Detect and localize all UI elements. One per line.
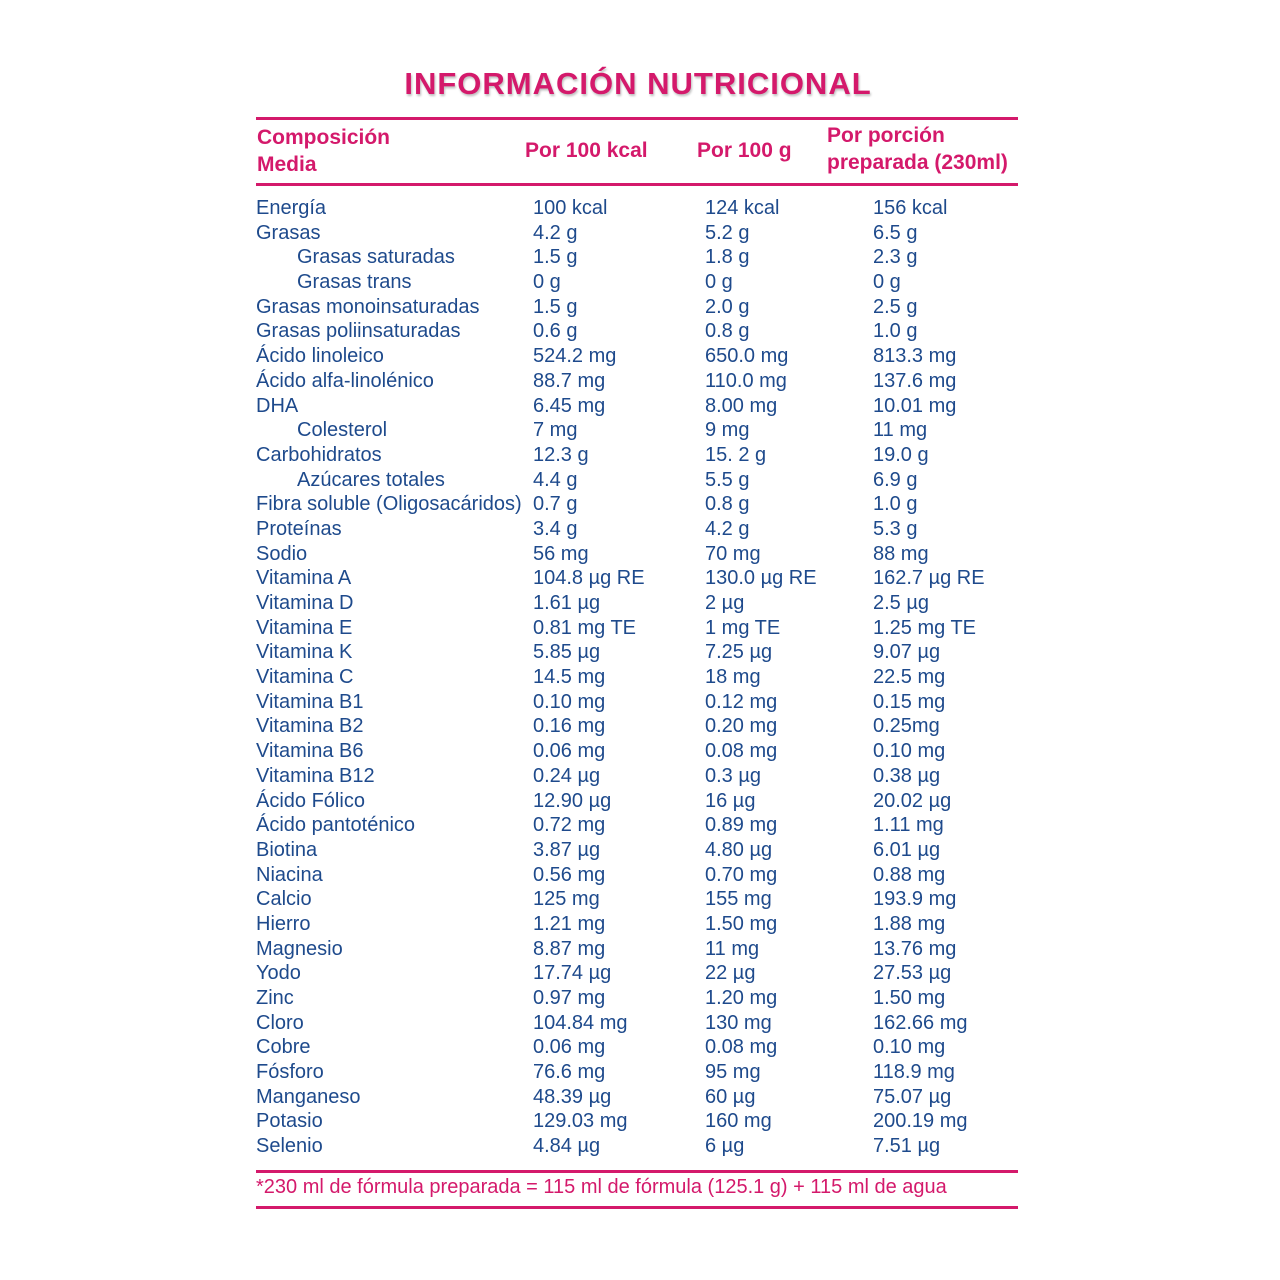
table-row bbox=[256, 640, 1018, 665]
table-row bbox=[256, 369, 1018, 394]
value-per-100g: 0.12 mg bbox=[705, 690, 778, 713]
value-per-portion: 9.07 µg bbox=[873, 641, 941, 664]
table-row bbox=[256, 887, 1018, 912]
value-per-100g: 130 mg bbox=[705, 1011, 772, 1034]
value-per-portion: 137.6 mg bbox=[873, 369, 957, 392]
value-per-portion: 200.19 mg bbox=[873, 1110, 968, 1133]
value-per-portion: 6.5 g bbox=[873, 221, 918, 244]
header-composition bbox=[257, 124, 390, 178]
table-row bbox=[256, 912, 1018, 937]
value-per-100kcal: 0 g bbox=[533, 271, 561, 294]
nutrient-name: Cobre bbox=[256, 1036, 311, 1059]
value-per-100kcal: 88.7 mg bbox=[533, 369, 606, 392]
table-row bbox=[256, 1085, 1018, 1110]
value-per-100g: 124 kcal bbox=[705, 197, 780, 219]
value-per-100kcal: 1.21 mg bbox=[533, 912, 606, 935]
table-row bbox=[256, 838, 1018, 863]
header-per-portion bbox=[827, 122, 1008, 176]
value-per-100kcal: 6.45 mg bbox=[533, 394, 606, 417]
nutrient-name: Vitamina D bbox=[256, 592, 354, 614]
value-per-100kcal: 5.85 µg bbox=[533, 641, 601, 664]
table-row bbox=[256, 863, 1018, 888]
value-per-portion: 813.3 mg bbox=[873, 345, 957, 368]
value-per-100g: 2.0 g bbox=[705, 295, 750, 318]
value-per-100g: 1 mg TE bbox=[705, 616, 781, 639]
table-row bbox=[256, 394, 1018, 419]
footer-bottom-rule bbox=[256, 1206, 1018, 1209]
value-per-100kcal: 0.56 mg bbox=[533, 863, 606, 886]
value-per-portion: 11 mg bbox=[873, 419, 928, 442]
value-per-100g: 2 µg bbox=[705, 592, 745, 614]
value-per-100g: 60 µg bbox=[705, 1085, 756, 1108]
nutrient-name: Selenio bbox=[256, 1135, 323, 1158]
header-per-100g: Por 100 g bbox=[697, 139, 792, 162]
nutrient-name: Biotina bbox=[256, 838, 318, 861]
value-per-100kcal: 0.81 mg TE bbox=[533, 616, 637, 639]
nutrient-name: Vitamina K bbox=[256, 641, 353, 664]
nutrient-name: Grasas poliinsaturadas bbox=[256, 320, 461, 343]
nutrient-name: Vitamina E bbox=[256, 616, 353, 639]
value-per-portion: 0.10 mg bbox=[873, 740, 946, 763]
nutrient-name: Grasas monoinsaturadas bbox=[256, 295, 480, 318]
value-per-100g: 11 mg bbox=[705, 937, 760, 960]
value-per-portion: 193.9 mg bbox=[873, 888, 957, 911]
nutrient-name: Carbohidratos bbox=[256, 443, 382, 466]
table-row bbox=[256, 344, 1018, 369]
table-row bbox=[256, 270, 1018, 295]
table-row bbox=[256, 517, 1018, 542]
value-per-100g: 160 mg bbox=[705, 1110, 772, 1133]
value-per-portion: 22.5 mg bbox=[873, 666, 946, 689]
table-row bbox=[256, 961, 1018, 986]
table-row bbox=[256, 986, 1018, 1011]
nutrient-name: Energía bbox=[256, 197, 327, 219]
value-per-portion: 6.01 µg bbox=[873, 838, 941, 861]
value-per-100g: 4.80 µg bbox=[705, 838, 773, 861]
value-per-100kcal: 125 mg bbox=[533, 888, 600, 911]
header-bottom-rule bbox=[256, 183, 1018, 186]
value-per-100g: 0.8 g bbox=[705, 493, 750, 516]
nutrient-name: Niacina bbox=[256, 863, 323, 886]
value-per-100kcal: 0.16 mg bbox=[533, 715, 606, 738]
nutrient-name: Yodo bbox=[256, 962, 301, 985]
nutrient-name: Manganeso bbox=[256, 1085, 361, 1108]
table-row bbox=[256, 1035, 1018, 1060]
value-per-100kcal: 14.5 mg bbox=[533, 666, 606, 689]
nutrient-name: Calcio bbox=[256, 888, 312, 911]
value-per-100kcal: 1.5 g bbox=[533, 246, 578, 269]
value-per-portion: 0.38 µg bbox=[873, 764, 941, 787]
value-per-portion: 1.0 g bbox=[873, 493, 918, 516]
value-per-100g: 110.0 mg bbox=[705, 369, 787, 392]
value-per-portion: 5.3 g bbox=[873, 517, 918, 540]
nutrient-name: Grasas bbox=[256, 221, 321, 244]
value-per-100kcal: 0.97 mg bbox=[533, 987, 606, 1009]
value-per-100g: 0.20 mg bbox=[705, 715, 778, 738]
value-per-100g: 0.89 mg bbox=[705, 814, 778, 837]
table-row bbox=[256, 443, 1018, 468]
table-row bbox=[256, 665, 1018, 690]
table-row bbox=[256, 566, 1018, 591]
value-per-100kcal: 3.4 g bbox=[533, 517, 578, 540]
nutrient-name: Proteínas bbox=[256, 517, 342, 540]
value-per-100g: 70 mg bbox=[705, 542, 761, 565]
table-row bbox=[256, 591, 1018, 616]
value-per-portion: 118.9 mg bbox=[873, 1061, 955, 1084]
value-per-100kcal: 12.3 g bbox=[533, 443, 589, 466]
table-row bbox=[256, 616, 1018, 641]
value-per-100g: 18 mg bbox=[705, 666, 761, 689]
table-row bbox=[256, 319, 1018, 344]
nutrient-name: Cloro bbox=[256, 1011, 304, 1034]
nutrient-name: Ácido linoleico bbox=[256, 345, 384, 368]
value-per-100kcal: 7 mg bbox=[533, 419, 578, 442]
value-per-100kcal: 3.87 µg bbox=[533, 838, 601, 861]
value-per-100g: 1.20 mg bbox=[705, 987, 778, 1009]
nutrient-name: Azúcares totales bbox=[297, 468, 445, 491]
value-per-100kcal: 17.74 µg bbox=[533, 962, 612, 985]
value-per-100kcal: 1.5 g bbox=[533, 295, 578, 318]
table-row bbox=[256, 418, 1018, 443]
value-per-100g: 5.2 g bbox=[705, 221, 750, 244]
table-row bbox=[256, 1011, 1018, 1036]
value-per-100kcal: 76.6 mg bbox=[533, 1061, 606, 1084]
value-per-100kcal: 0.10 mg bbox=[533, 690, 606, 713]
value-per-100kcal: 0.24 µg bbox=[533, 764, 601, 787]
value-per-100g: 650.0 mg bbox=[705, 345, 789, 368]
value-per-100g: 6 µg bbox=[705, 1135, 745, 1158]
table-row bbox=[256, 295, 1018, 320]
value-per-100kcal: 104.84 mg bbox=[533, 1011, 628, 1034]
nutrient-name: Vitamina B6 bbox=[256, 740, 364, 763]
value-per-portion: 0.25mg bbox=[873, 715, 940, 738]
value-per-portion: 1.25 mg TE bbox=[873, 616, 977, 639]
table-row bbox=[256, 196, 1018, 221]
nutrient-name: Vitamina B1 bbox=[256, 690, 364, 713]
table-row bbox=[256, 813, 1018, 838]
value-per-portion: 75.07 µg bbox=[873, 1085, 952, 1108]
value-per-portion: 27.53 µg bbox=[873, 962, 952, 985]
value-per-100kcal: 0.06 mg bbox=[533, 740, 606, 763]
value-per-portion: 0.10 mg bbox=[873, 1036, 946, 1059]
value-per-100kcal: 4.84 µg bbox=[533, 1135, 601, 1158]
nutrient-name: Vitamina B2 bbox=[256, 715, 364, 738]
header-per-100kcal: Por 100 kcal bbox=[525, 139, 648, 162]
nutrient-name: Vitamina C bbox=[256, 666, 354, 689]
value-per-100g: 0.3 µg bbox=[705, 764, 762, 787]
footnote: *230 ml de fórmula preparada = 115 ml de fórmula (125.1 g) + 115 ml de agua bbox=[256, 1176, 947, 1198]
value-per-100g: 130.0 µg RE bbox=[705, 567, 817, 590]
value-per-100g: 4.2 g bbox=[705, 517, 750, 540]
value-per-100g: 16 µg bbox=[705, 789, 756, 812]
header-per-portion-line1: Por porción bbox=[827, 124, 945, 147]
value-per-100g: 22 µg bbox=[705, 962, 756, 985]
table-row bbox=[256, 245, 1018, 270]
value-per-portion: 162.7 µg RE bbox=[873, 567, 985, 590]
value-per-100kcal: 0.7 g bbox=[533, 493, 578, 516]
value-per-portion: 2.5 µg bbox=[873, 592, 930, 614]
value-per-portion: 19.0 g bbox=[873, 443, 929, 466]
header-top-rule bbox=[256, 117, 1018, 120]
nutrient-name: Ácido Fólico bbox=[256, 789, 365, 812]
value-per-portion: 2.5 g bbox=[873, 295, 918, 318]
value-per-portion: 2.3 g bbox=[873, 246, 918, 269]
nutrient-name: Magnesio bbox=[256, 937, 343, 960]
value-per-100kcal: 104.8 µg RE bbox=[533, 567, 645, 590]
value-per-100g: 95 mg bbox=[705, 1061, 761, 1084]
nutrient-name: Grasas saturadas bbox=[297, 246, 455, 269]
nutrient-name: Fibra soluble (Oligosacáridos) bbox=[256, 493, 522, 516]
value-per-portion: 162.66 mg bbox=[873, 1011, 968, 1034]
value-per-portion: 0.15 mg bbox=[873, 690, 946, 713]
value-per-100kcal: 1.61 µg bbox=[533, 592, 601, 614]
nutrient-name: Grasas trans bbox=[297, 271, 412, 294]
table-row bbox=[256, 468, 1018, 493]
table-row bbox=[256, 1060, 1018, 1085]
value-per-100g: 0.08 mg bbox=[705, 1036, 778, 1059]
nutrient-name: Ácido alfa-linolénico bbox=[256, 369, 434, 392]
nutrient-name: Ácido pantoténico bbox=[256, 814, 416, 837]
value-per-100kcal: 4.4 g bbox=[533, 468, 578, 491]
value-per-100g: 1.8 g bbox=[705, 246, 750, 269]
nutrition-table bbox=[256, 196, 1018, 1159]
nutrient-name: DHA bbox=[256, 394, 299, 417]
value-per-100g: 1.50 mg bbox=[705, 912, 778, 935]
value-per-100kcal: 8.87 mg bbox=[533, 937, 606, 960]
value-per-100kcal: 0.6 g bbox=[533, 320, 578, 343]
nutrient-name: Vitamina B12 bbox=[256, 764, 375, 787]
table-row bbox=[256, 714, 1018, 739]
value-per-100g: 9 mg bbox=[705, 419, 750, 442]
value-per-portion: 0.88 mg bbox=[873, 863, 946, 886]
table-row bbox=[256, 542, 1018, 567]
page-title: INFORMACIÓN NUTRICIONAL bbox=[404, 66, 872, 101]
value-per-100kcal: 4.2 g bbox=[533, 221, 578, 244]
header-composition-line2: Media bbox=[257, 153, 317, 176]
table-row bbox=[256, 739, 1018, 764]
value-per-100kcal: 56 mg bbox=[533, 542, 589, 565]
table-row bbox=[256, 1109, 1018, 1134]
value-per-portion: 7.51 µg bbox=[873, 1135, 941, 1158]
table-row bbox=[256, 764, 1018, 789]
header-per-portion-line2: preparada (230ml) bbox=[827, 151, 1008, 174]
value-per-100kcal: 524.2 mg bbox=[533, 345, 617, 368]
value-per-portion: 20.02 µg bbox=[873, 789, 952, 812]
nutrient-name: Zinc bbox=[256, 987, 294, 1009]
value-per-100g: 0.8 g bbox=[705, 320, 750, 343]
value-per-portion: 13.76 mg bbox=[873, 937, 957, 960]
value-per-100kcal: 129.03 mg bbox=[533, 1110, 628, 1133]
header-composition-line1: Composición bbox=[257, 126, 391, 149]
value-per-100g: 0.08 mg bbox=[705, 740, 778, 763]
nutrient-name: Hierro bbox=[256, 912, 311, 935]
value-per-100kcal: 100 kcal bbox=[533, 197, 608, 219]
value-per-100kcal: 48.39 µg bbox=[533, 1085, 612, 1108]
value-per-portion: 1.0 g bbox=[873, 320, 918, 343]
value-per-100kcal: 0.72 mg bbox=[533, 814, 606, 837]
nutrient-name: Vitamina A bbox=[256, 567, 352, 590]
table-row bbox=[256, 492, 1018, 517]
value-per-100g: 155 mg bbox=[705, 888, 772, 911]
value-per-portion: 88 mg bbox=[873, 542, 929, 565]
value-per-100g: 7.25 µg bbox=[705, 641, 773, 664]
nutrient-name: Colesterol bbox=[297, 419, 388, 442]
value-per-100kcal: 12.90 µg bbox=[533, 789, 612, 812]
table-row bbox=[256, 937, 1018, 962]
value-per-portion: 1.88 mg bbox=[873, 912, 946, 935]
nutrient-name: Potasio bbox=[256, 1110, 323, 1133]
footer-top-rule bbox=[256, 1170, 1018, 1173]
value-per-portion: 0 g bbox=[873, 271, 901, 294]
value-per-portion: 6.9 g bbox=[873, 468, 918, 491]
nutrient-name: Fósforo bbox=[256, 1061, 324, 1084]
value-per-100g: 5.5 g bbox=[705, 468, 750, 491]
value-per-100g: 15. 2 g bbox=[705, 443, 767, 466]
value-per-100kcal: 0.06 mg bbox=[533, 1036, 606, 1059]
value-per-100g: 0 g bbox=[705, 271, 733, 294]
value-per-portion: 1.50 mg bbox=[873, 987, 946, 1009]
value-per-100g: 8.00 mg bbox=[705, 394, 778, 417]
table-row bbox=[256, 789, 1018, 814]
value-per-portion: 1.11 mg bbox=[873, 814, 944, 837]
value-per-100g: 0.70 mg bbox=[705, 863, 778, 886]
value-per-portion: 156 kcal bbox=[873, 197, 948, 219]
nutrient-name: Sodio bbox=[256, 542, 308, 565]
table-row bbox=[256, 1134, 1018, 1159]
value-per-portion: 10.01 mg bbox=[873, 394, 957, 417]
table-row bbox=[256, 221, 1018, 246]
table-row bbox=[256, 690, 1018, 715]
